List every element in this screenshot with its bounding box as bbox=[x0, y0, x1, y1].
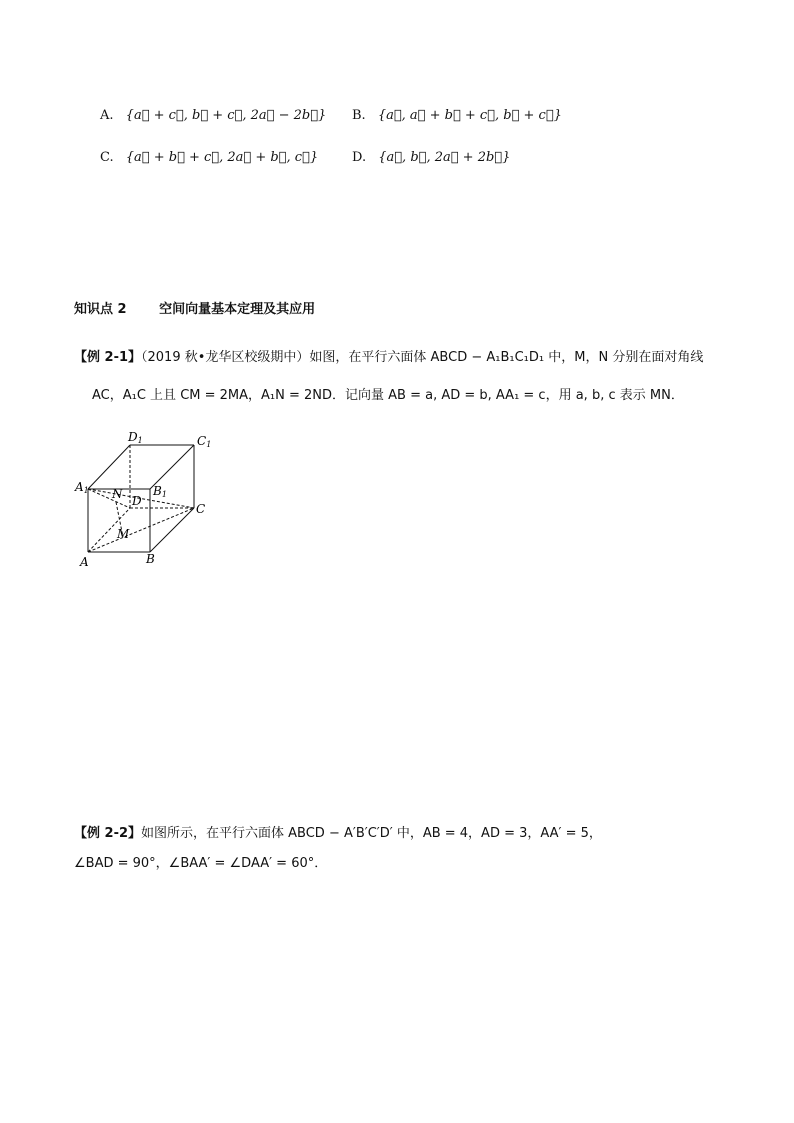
edge-BC bbox=[150, 508, 194, 552]
example1-line1 bbox=[74, 346, 703, 365]
label-N: N bbox=[112, 487, 123, 501]
label-M: M bbox=[117, 527, 130, 541]
example1-tag: 【例 2-1】 bbox=[74, 350, 142, 365]
example2-tag: 【例 2-2】 bbox=[74, 826, 142, 841]
section-label: 知识点 2 bbox=[74, 302, 127, 317]
example2-line2 bbox=[74, 852, 327, 871]
option-a bbox=[100, 108, 326, 123]
example2-line1 bbox=[74, 822, 602, 841]
edge-A1D1 bbox=[88, 445, 130, 489]
section-title: 空间向量基本定理及其应用 bbox=[159, 302, 316, 317]
parallelepiped-figure bbox=[70, 425, 230, 575]
example1-line2 bbox=[92, 384, 684, 403]
option-d-label: D. bbox=[352, 150, 367, 165]
example1-source: （2019 秋•龙华区校级期中） bbox=[141, 350, 310, 365]
section-heading bbox=[74, 298, 315, 317]
label-D1: D1 bbox=[128, 430, 143, 445]
diagonal-AC bbox=[88, 508, 194, 552]
label-C1: C1 bbox=[197, 434, 212, 449]
option-d bbox=[352, 150, 510, 165]
label-B1: B1 bbox=[153, 484, 167, 499]
option-a-label: A. bbox=[100, 108, 114, 123]
diagonal-A1D bbox=[88, 489, 130, 508]
option-c bbox=[100, 150, 318, 165]
edge-B1C1 bbox=[150, 445, 194, 489]
label-C: C bbox=[196, 502, 206, 516]
label-D: D bbox=[132, 494, 142, 508]
example1-text-2: AC，A₁C 上且 CM = 2MA，A₁N = 2ND．记向量 AB = a, AD = b, AA₁ = c，用 a, b, c 表示 MN． bbox=[92, 388, 684, 403]
option-c-label: C. bbox=[100, 150, 114, 165]
example2-text-2: ∠BAD = 90°，∠BAA′ = ∠DAA′ = 60°． bbox=[74, 856, 328, 871]
option-a-text: {a⃗ + c⃗, b⃗ + c⃗, 2a⃗ − 2b⃗} bbox=[125, 108, 327, 123]
example2-text-1: 如图所示，在平行六面体 ABCD − A′B′C′D′ 中，AB = 4，AD = 3，AA′ = 5， bbox=[141, 826, 602, 841]
option-c-text: {a⃗ + b⃗ + c⃗, 2a⃗ + b⃗, c⃗} bbox=[125, 150, 319, 165]
label-A1: A1 bbox=[75, 480, 89, 495]
option-b bbox=[352, 108, 562, 123]
option-d-text: {a⃗, b⃗, 2a⃗ + 2b⃗} bbox=[378, 150, 511, 165]
example1-text-1: 如图，在平行六面体 ABCD − A₁B₁C₁D₁ 中，M，N 分别在面对角线 bbox=[309, 350, 704, 365]
option-b-text: {a⃗, a⃗ + b⃗ + c⃗, b⃗ + c⃗} bbox=[377, 108, 562, 123]
option-b-label: B. bbox=[352, 108, 366, 123]
label-B: B bbox=[146, 552, 155, 566]
label-A: A bbox=[80, 555, 89, 569]
